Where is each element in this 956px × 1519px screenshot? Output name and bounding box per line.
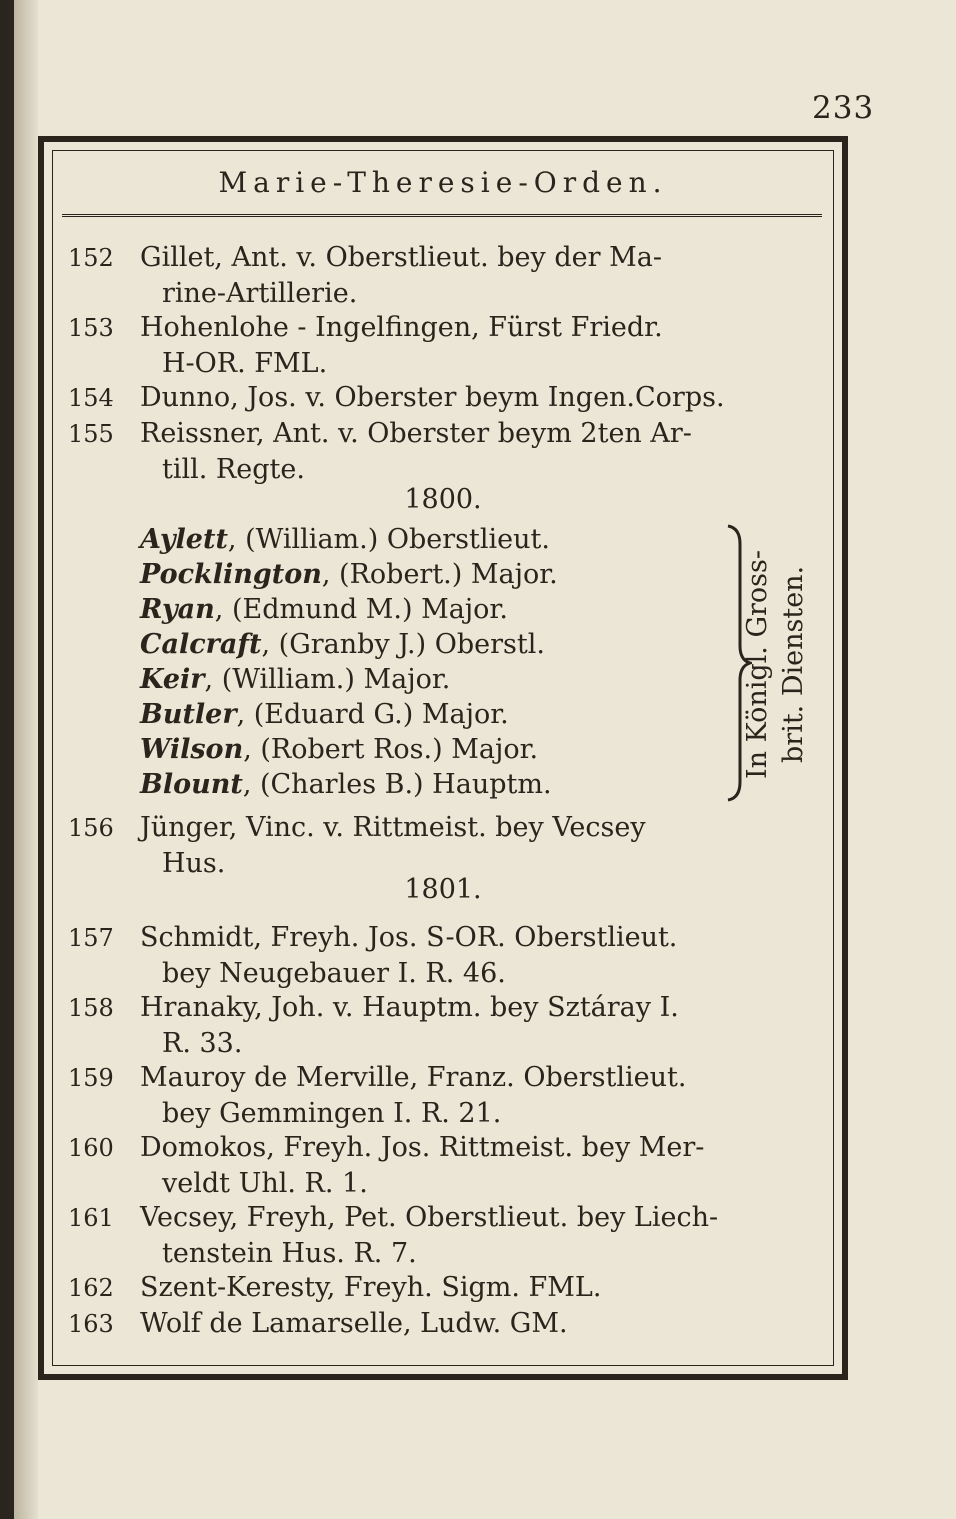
officer-name: Calcraft	[140, 629, 262, 660]
officer-name: Blount	[140, 769, 243, 800]
entry-continuation: Hus.	[162, 848, 226, 879]
year-heading-1800: 1800.	[404, 484, 482, 515]
list-item	[68, 990, 818, 1061]
list-item	[140, 697, 509, 732]
brace-annotation	[740, 524, 830, 804]
entry-text: Vecsey, Freyh, Pet. Oberstlieut. bey Liech-	[140, 1202, 719, 1233]
officer-name: Keir	[140, 664, 205, 695]
entry-number: 155	[68, 420, 114, 448]
entry-continuation: rine-Artillerie.	[162, 278, 358, 309]
list-item	[140, 767, 552, 802]
entry-continuation: till. Regte.	[162, 454, 305, 485]
entry-continuation: veldt Uhl. R. 1.	[162, 1168, 368, 1199]
list-item	[140, 662, 450, 697]
officer-detail: , (Edmund M.) Major.	[214, 594, 508, 625]
entry-number: 157	[68, 924, 114, 952]
entry-text: Mauroy de Merville, Franz. Oberstlieut.	[140, 1062, 687, 1093]
list-item	[68, 1270, 818, 1306]
officer-detail: , (William.) Oberstlieut.	[227, 524, 550, 555]
officer-detail: , (Robert.) Major.	[321, 559, 558, 590]
entry-continuation: bey Neugebauer I. R. 46.	[162, 958, 506, 989]
entry-number: 152	[68, 244, 114, 272]
entry-continuation: H-OR. FML.	[162, 348, 328, 379]
officer-detail: , (Eduard G.) Major.	[236, 699, 509, 730]
entry-text: Hohenlohe - Ingelfingen, Fürst Friedr.	[140, 312, 663, 343]
header-divider	[62, 214, 822, 217]
entry-number: 153	[68, 314, 114, 342]
list-item	[140, 557, 558, 592]
entry-text: Dunno, Jos. v. Oberster beym Ingen.Corps.	[140, 382, 725, 413]
entry-continuation: tenstein Hus. R. 7.	[162, 1238, 417, 1269]
list-item	[68, 1200, 818, 1271]
list-item	[68, 416, 818, 487]
list-item	[68, 920, 818, 991]
year-heading-1801: 1801.	[404, 874, 482, 905]
list-item	[68, 810, 818, 881]
list-item	[140, 522, 550, 557]
entry-text: Szent-Keresty, Freyh. Sigm. FML.	[140, 1272, 602, 1303]
page-number: 233	[812, 90, 875, 126]
entry-number: 160	[68, 1134, 114, 1162]
officer-name: Pocklington	[140, 559, 322, 590]
list-item	[68, 240, 818, 311]
officer-name: Butler	[140, 699, 237, 730]
entry-number: 162	[68, 1274, 114, 1302]
entry-number: 154	[68, 384, 114, 412]
entry-continuation: R. 33.	[162, 1028, 243, 1059]
entry-number: 161	[68, 1204, 114, 1232]
entry-text: Reissner, Ant. v. Oberster beym 2ten Ar-	[140, 418, 692, 449]
officer-detail: , (Granby J.) Oberstl.	[261, 629, 545, 660]
brace-annotation-line: In Königl. Gross-	[742, 549, 773, 779]
officer-detail: , (William.) Major.	[204, 664, 451, 695]
entry-text: Gillet, Ant. v. Oberstlieut. bey der Ma-	[140, 242, 662, 273]
entry-number: 159	[68, 1064, 114, 1092]
list-item	[68, 380, 818, 416]
book-binding-edge	[0, 0, 14, 1519]
entry-continuation: bey Gemmingen I. R. 21.	[162, 1098, 502, 1129]
entry-text: Jünger, Vinc. v. Rittmeist. bey Vecsey	[140, 812, 646, 843]
officer-name: Wilson	[140, 734, 244, 765]
officer-name: Ryan	[140, 594, 215, 625]
list-item	[140, 592, 508, 627]
entry-text: Schmidt, Freyh. Jos. S-OR. Oberstlieut.	[140, 922, 678, 953]
list-item	[68, 1130, 818, 1201]
brace-annotation-line: brit. Diensten.	[778, 565, 809, 763]
entry-number: 156	[68, 814, 114, 842]
list-item	[68, 1306, 818, 1342]
entry-text: Wolf de Lamarselle, Ludw. GM.	[140, 1308, 568, 1339]
entry-number: 158	[68, 994, 114, 1022]
entry-text: Hranaky, Joh. v. Hauptm. bey Sztáray I.	[140, 992, 679, 1023]
officer-name: Aylett	[140, 524, 228, 555]
officer-detail: , (Charles B.) Hauptm.	[242, 769, 552, 800]
officer-detail: , (Robert Ros.) Major.	[243, 734, 539, 765]
section-title: Marie-Theresie-Orden.	[218, 166, 668, 199]
list-item	[68, 1060, 818, 1131]
entry-text: Domokos, Freyh. Jos. Rittmeist. bey Mer-	[140, 1132, 705, 1163]
entry-number: 163	[68, 1310, 114, 1338]
page-gutter-shadow	[14, 0, 38, 1519]
list-item	[140, 627, 545, 662]
list-item	[140, 732, 538, 767]
list-item	[68, 310, 818, 381]
